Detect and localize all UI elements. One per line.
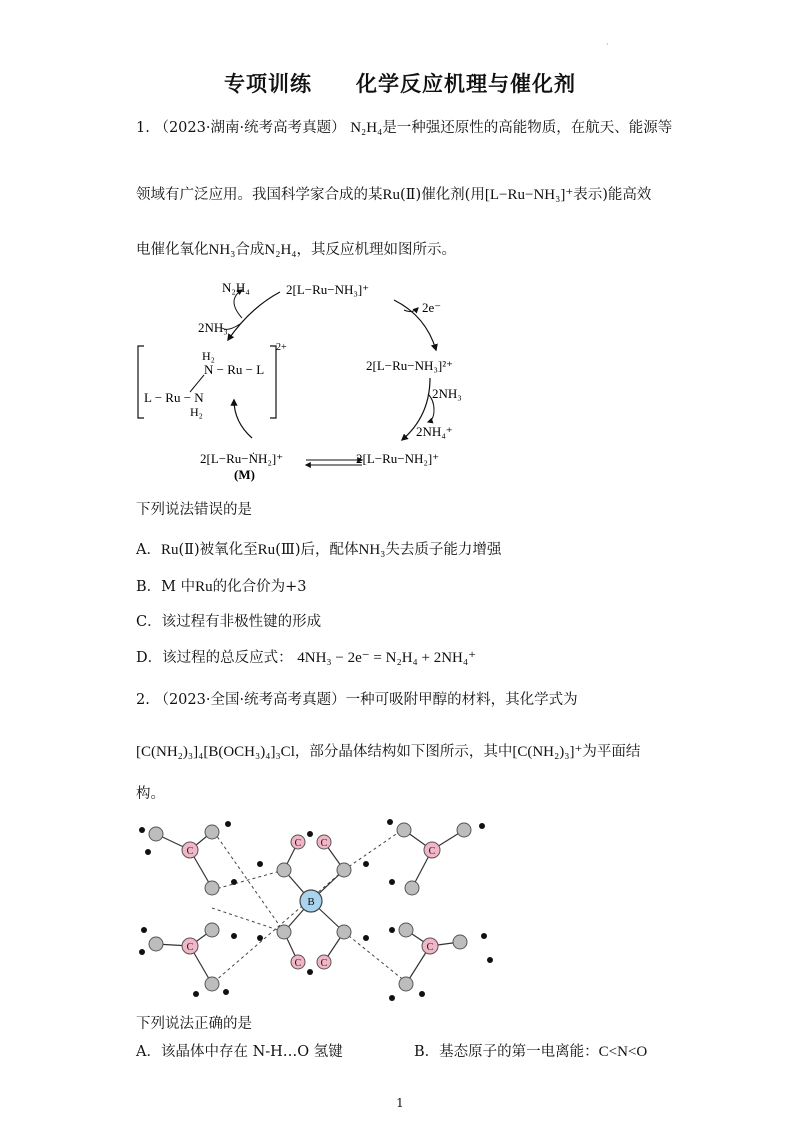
opt-a-label: A． — [136, 542, 161, 558]
curl-2e-out — [404, 308, 418, 312]
q1-line1-text: 是一种强还原性的高能物质，在航天、能源等 — [382, 120, 673, 136]
page-title — [0, 68, 800, 98]
label-bottom-right-complex: 2[L−Ru−NH₂]⁺ — [356, 451, 440, 466]
arrow-left-up — [234, 400, 252, 438]
q1-source: （2023·湖南·统考高考真题） — [154, 120, 346, 136]
opt-a-ru: Ru — [160, 542, 179, 558]
dimer-top-row: N − Ru − L — [204, 362, 265, 377]
title-left: 专项训练 — [224, 72, 312, 96]
label-top-complex: 2[L−Ru−NH₃]⁺ — [286, 282, 370, 297]
title-right: 化学反应机理与催化剂 — [356, 72, 576, 96]
bracket-left — [138, 346, 144, 418]
q1-line-3 — [136, 240, 456, 260]
q1-line2-c: 表示)能高效 — [573, 187, 652, 203]
opt-a-text1: (Ⅱ)被氧化至 — [178, 542, 258, 558]
opt-a-nh3: NH₃ — [358, 542, 386, 558]
q2-line-2 — [136, 742, 640, 762]
q1-line-1 — [136, 118, 672, 138]
q2-option-a: A．该晶体中存在 N-H…O 氢键 — [136, 1044, 343, 1060]
opt-a-ru2: Ru — [257, 542, 276, 558]
q1-stem: 下列说法错误的是 — [136, 502, 252, 518]
opt-d-formula: 4NH₃ − 2e⁻ = N₂H₄ + 2NH₄⁺ — [297, 650, 477, 666]
q1-line2-a: 领域有广泛应用。我国科学家合成的某 — [136, 187, 383, 203]
corner-mark: · — [606, 40, 609, 49]
atom-c-label-7: C — [428, 846, 436, 857]
mechanism-diagram — [130, 270, 510, 492]
opt-c-text: 该过程有非极性键的形成 — [161, 614, 322, 630]
atom-b-label: B — [307, 896, 315, 908]
label-right-2nh3: 2NH₃ — [432, 386, 462, 401]
q2-formula: [C(NH₂)₃]₄[B(OCH₃)₄]₃Cl — [136, 744, 295, 760]
opt-a-text3: 失去质子能力增强 — [385, 542, 502, 558]
q1-line-2 — [136, 185, 651, 205]
q1-n2h4-2: N₂H₄ — [264, 242, 297, 258]
label-2e: 2e⁻ — [422, 300, 442, 315]
opt-b-text2: 的化合价为+3 — [212, 579, 307, 595]
label-left-n2h4: N₂H₄ — [222, 280, 250, 295]
label-bottom-left-complex: 2[L−Ru−ṄH₂]⁺ — [200, 451, 284, 466]
atom-c-label-4: C — [320, 838, 328, 849]
bracket-right — [270, 346, 276, 418]
opt-b-ru: Ru — [195, 579, 213, 595]
q2-source: （2023·全国·统考高考真题） — [154, 692, 346, 708]
q2-opt-b-text: B．基态原子的第一电离能： — [414, 1044, 599, 1060]
atom-labels — [187, 838, 436, 969]
q2-stem: 下列说法正确的是 — [136, 1016, 252, 1032]
label-left-2nh3: 2NH₃ — [198, 320, 228, 335]
q1-option-c — [136, 612, 321, 632]
q2-line2-end: 为平面结 — [582, 744, 641, 760]
opt-c-label: C． — [136, 614, 162, 630]
q2-line2-text: ，部分晶体结构如下图所示，其中 — [294, 744, 513, 760]
q1-number: 1. — [136, 120, 150, 136]
atom-c-label-3: C — [294, 838, 302, 849]
q1-nh3: NH₃ — [208, 242, 236, 258]
label-right-complex: 2[L−Ru−NH₃]²⁺ — [366, 358, 454, 373]
q1-n2h4: N₂H₄ — [350, 120, 383, 136]
arrow-top-left — [228, 292, 280, 340]
q1-complex: [L−Ru−NH₃]⁺ — [484, 187, 574, 203]
q2-number: 2. — [136, 692, 150, 708]
q1-line3-c: ，其反应机理如图所示。 — [296, 242, 457, 258]
atom-c-label-5: C — [294, 958, 302, 969]
dimer-h2-bottom: H₂ — [190, 405, 203, 419]
opt-b-label: B． — [136, 579, 162, 595]
opt-b-text1: M 中 — [161, 579, 196, 595]
q1-option-a — [136, 540, 501, 560]
opt-d-label: D． — [136, 650, 163, 666]
q1-line3-a: 电催化氧化 — [136, 242, 209, 258]
opt-d-text: 该过程的总反应式： — [162, 650, 293, 666]
q2-line-3: 构。 — [136, 786, 165, 802]
q1-ru-state: (Ⅱ) — [400, 187, 422, 203]
q1-ru: Ru — [382, 187, 401, 203]
atom-c-label-1: C — [186, 846, 194, 857]
dimer-h2-top: H₂ — [202, 349, 215, 363]
label-m: (M) — [234, 467, 255, 482]
opt-a-text2: (Ⅲ)后，配体 — [275, 542, 359, 558]
q2-opt-b-formula: C<N<O — [598, 1044, 648, 1060]
atom-c-label-2: C — [186, 942, 194, 953]
dimer-charge: 2+ — [276, 342, 287, 353]
q1-line2-b: 催化剂(用 — [421, 187, 485, 203]
q2-line1-text: 一种可吸附甲醇的材料，其化学式为 — [345, 692, 578, 708]
q2-option-b — [414, 1042, 647, 1062]
q2-line-1 — [136, 690, 578, 710]
page-number: 1 — [396, 1096, 404, 1110]
dimer-bottom-row: L − Ru − N — [144, 390, 204, 405]
q1-option-d — [136, 648, 476, 668]
q2-cation: [C(NH₂)₃]⁺ — [512, 744, 583, 760]
q1-option-b — [136, 577, 307, 597]
label-right-2nh4: 2NH₄⁺ — [416, 424, 453, 439]
crystal-structure-diagram — [134, 812, 510, 1008]
atom-c-label-8: C — [426, 942, 434, 953]
atom-c-label-6: C — [320, 958, 328, 969]
q1-line3-b: 合成 — [235, 242, 265, 258]
